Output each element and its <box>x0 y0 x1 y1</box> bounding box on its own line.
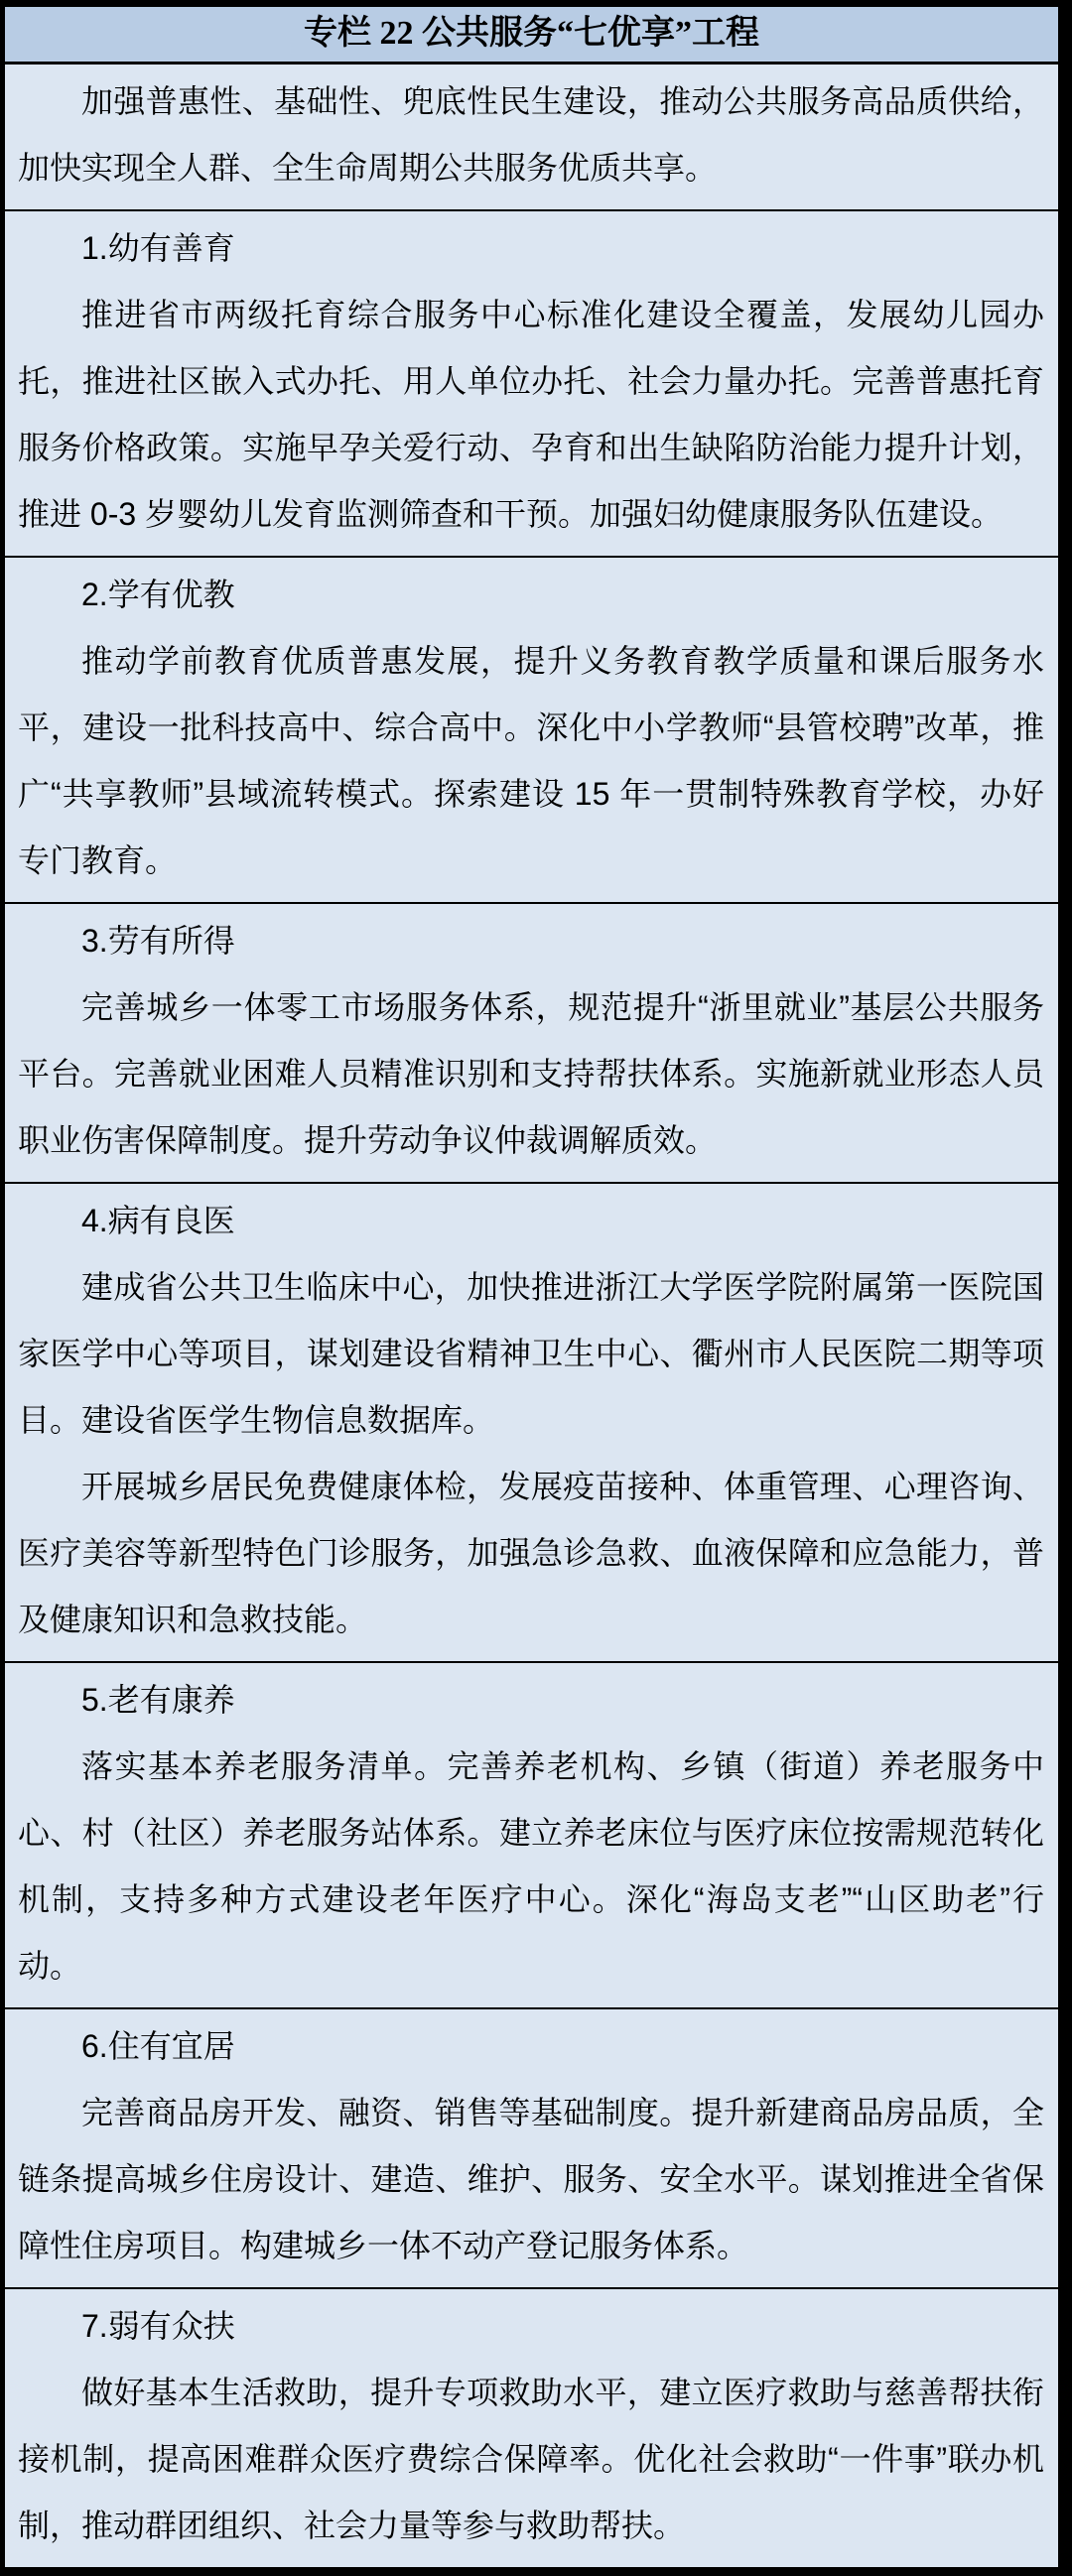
section-eldercare <box>5 1663 1058 2009</box>
section-heading: 5.老有康养 <box>81 1682 235 1718</box>
panel-title: 专栏 22 公共服务“七优享”工程 <box>304 15 759 52</box>
section-social-assistance <box>5 2289 1058 2567</box>
section-healthcare <box>5 1184 1058 1663</box>
section-education <box>5 558 1058 904</box>
section-paragraph: 推进省市两级托育综合服务中心标准化建设全覆盖，发展幼儿园办托，推进社区嵌入式办托、用人单位办托、社会力量办托。完善普惠托育服务价格政策。实施早孕关爱行动、孕育和出生缺陷防治能力提升计划，推进 0-3 岁婴幼儿发育监测筛查和干预。加强妇幼健康服务队伍建设。 <box>18 297 1044 532</box>
section-heading: 2.学有优教 <box>81 577 235 612</box>
policy-panel <box>5 7 1058 2567</box>
section-paragraph: 完善城乡一体零工市场服务体系，规范提升“浙里就业”基层公共服务平台。完善就业困难人员精准识别和支持帮扶体系。实施新就业形态人员职业伤害保障制度。提升劳动争议仲裁调解质效。 <box>18 989 1044 1158</box>
section-heading: 6.住有宜居 <box>81 2028 235 2064</box>
section-heading: 3.劳有所得 <box>81 923 235 959</box>
section-housing <box>5 2009 1058 2289</box>
section-heading: 1.幼有善育 <box>81 230 235 266</box>
section-childcare <box>5 211 1058 558</box>
section-paragraph: 建成省公共卫生临床中心，加快推进浙江大学医学院附属第一医院国家医学中心等项目，谋划建设省精神卫生中心、衢州市人民医院二期等项目。建设省医学生物信息数据库。 <box>18 1269 1044 1438</box>
panel-header <box>5 7 1058 64</box>
section-heading: 4.病有良医 <box>81 1203 235 1238</box>
intro-paragraph: 加强普惠性、基础性、兜底性民生建设，推动公共服务高品质供给，加快实现全人群、全生命周期公共服务优质共享。 <box>18 83 1044 186</box>
intro-row <box>5 64 1058 211</box>
section-paragraph: 落实基本养老服务清单。完善养老机构、乡镇（街道）养老服务中心、村（社区）养老服务站体系。建立养老床位与医疗床位按需规范转化机制，支持多种方式建设老年医疗中心。深化“海岛支老”“山区助老”行动。 <box>18 1748 1044 1984</box>
section-paragraph: 完善商品房开发、融资、销售等基础制度。提升新建商品房品质，全链条提高城乡住房设计、建造、维护、服务、安全水平。谋划推进全省保障性住房项目。构建城乡一体不动产登记服务体系。 <box>18 2095 1044 2263</box>
section-employment <box>5 904 1058 1184</box>
section-paragraph: 推动学前教育优质普惠发展，提升义务教育教学质量和课后服务水平，建设一批科技高中、综合高中。深化中小学教师“县管校聘”改革，推广“共享教师”县域流转模式。探索建设 15 年一贯制特殊教育学校，办好专门教育。 <box>18 643 1044 878</box>
section-paragraph: 开展城乡居民免费健康体检，发展疫苗接种、体重管理、心理咨询、医疗美容等新型特色门诊服务，加强急诊急救、血液保障和应急能力，普及健康知识和急救技能。 <box>18 1469 1044 1637</box>
section-heading: 7.弱有众扶 <box>81 2308 235 2344</box>
section-paragraph: 做好基本生活救助，提升专项救助水平，建立医疗救助与慈善帮扶衔接机制，提高困难群众医疗费综合保障率。优化社会救助“一件事”联办机制，推动群团组织、社会力量等参与救助帮扶。 <box>18 2375 1044 2543</box>
